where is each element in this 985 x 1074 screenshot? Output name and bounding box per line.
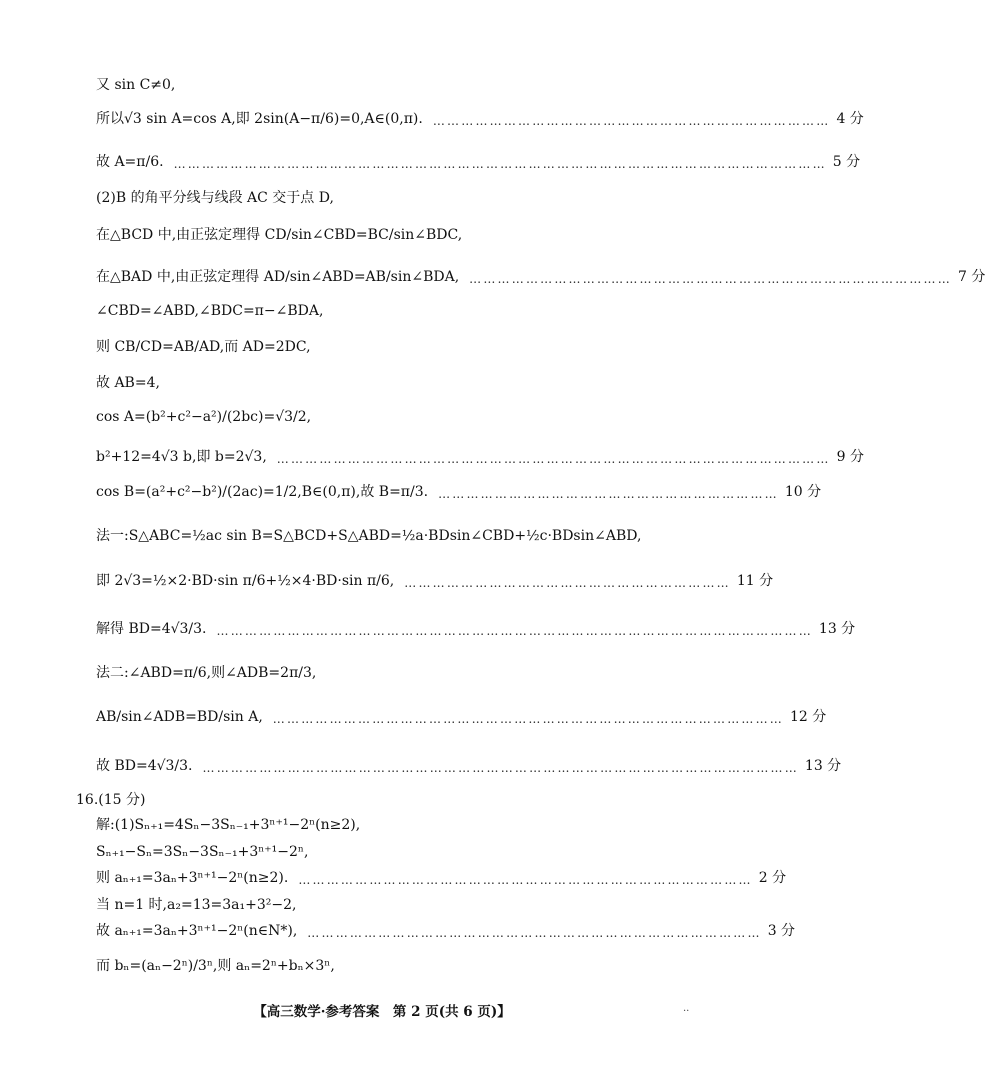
page-footer: 【高三数学·参考答案 第 2 页(共 6 页)】 — [253, 1004, 511, 1020]
score-label: 2 分 — [758, 870, 787, 886]
solution-line — [96, 757, 842, 775]
solution-line — [96, 843, 692, 861]
line-text: b²+12=4√3 b,即 b=2√3, — [96, 449, 267, 465]
line-text: 而 bₙ=(aₙ−2ⁿ)/3ⁿ,则 aₙ=2ⁿ+bₙ×3ⁿ, — [96, 958, 335, 974]
solution-line — [96, 572, 774, 590]
dot-leader: ……………………………………………………………… — [438, 487, 779, 501]
line-text: 故 AB=4, — [96, 375, 160, 391]
line-text: 则 CB/CD=AB/AD,而 AD=2DC, — [96, 339, 311, 355]
dot-leader: ………………………………………………………………………………………… — [469, 272, 952, 286]
solution-line — [96, 338, 692, 356]
line-text: 又 sin C≠0, — [96, 77, 176, 93]
score-label: 7 分 — [957, 269, 985, 285]
solution-line — [96, 957, 692, 975]
line-text: 法二:∠ABD=π/6,则∠ADB=2π/3, — [96, 665, 317, 681]
solution-line — [96, 374, 692, 392]
dot-leader: ………………………………………………………………………………………………………………………… — [173, 157, 827, 171]
solution-line — [96, 816, 692, 834]
line-text: 当 n=1 时,a₂=13=3a₁+3²−2, — [96, 897, 297, 913]
line-text: 故 aₙ₊₁=3aₙ+3ⁿ⁺¹−2ⁿ(n∈N*), — [96, 923, 298, 939]
line-text: Sₙ₊₁−Sₙ=3Sₙ−3Sₙ₋₁+3ⁿ⁺¹−2ⁿ, — [96, 844, 309, 860]
score-label: 11 分 — [736, 573, 774, 589]
dot-leader: ………………………………………………………………………… — [432, 114, 831, 128]
solution-line — [96, 869, 787, 887]
score-label: 9 分 — [836, 449, 864, 465]
dot-leader: …………………………………………………………………………………… — [298, 873, 753, 887]
score-label: 5 分 — [832, 154, 861, 170]
dot-leader: ……………………………………………………………………………………………………………… — [202, 761, 799, 775]
line-text: (2)B 的角平分线与线段 AC 交于点 D, — [96, 190, 334, 206]
dot-leader: …………………………………………………………… — [404, 576, 731, 590]
solution-line — [96, 76, 692, 94]
solution-line — [96, 189, 692, 207]
solution-line — [96, 922, 796, 940]
score-label: 3 分 — [767, 923, 796, 939]
problem-number — [76, 791, 692, 809]
score-label: 4 分 — [836, 111, 864, 127]
line-text: 法一:S△ABC=½ac sin B=S△BCD+S△ABD=½a·BDsin∠CBD+½c·BDsin∠ABD, — [96, 528, 642, 544]
solution-line — [96, 268, 985, 286]
line-text: 则 aₙ₊₁=3aₙ+3ⁿ⁺¹−2ⁿ(n≥2). — [96, 870, 289, 886]
line-text: AB/sin∠ADB=BD/sin A, — [96, 709, 263, 725]
solution-line — [96, 664, 692, 682]
solution-line — [96, 448, 864, 466]
line-text: 故 BD=4√3/3. — [96, 758, 193, 774]
solution-line — [96, 527, 692, 545]
solution-line — [96, 226, 692, 244]
dot-leader: …………………………………………………………………………………… — [307, 926, 762, 940]
corner-mark: .. — [683, 1003, 690, 1014]
dot-leader: ……………………………………………………………………………………………… — [272, 712, 784, 726]
solution-line — [96, 483, 822, 501]
solution-line — [96, 896, 692, 914]
dot-leader: ……………………………………………………………………………………………………………… — [216, 624, 813, 638]
line-text: 所以√3 sin A=cos A,即 2sin(A−π/6)=0,A∈(0,π). — [96, 111, 423, 127]
line-text: 故 A=π/6. — [96, 154, 164, 170]
line-text: 16.(15 分) — [76, 792, 146, 808]
line-text: cos B=(a²+c²−b²)/(2ac)=1/2,B∈(0,π),故 B=π/3. — [96, 484, 429, 500]
line-text: 在△BAD 中,由正弦定理得 AD/sin∠ABD=AB/sin∠BDA, — [96, 269, 460, 285]
solution-line — [96, 408, 692, 426]
solution-line — [96, 153, 861, 171]
score-label: 12 分 — [790, 709, 827, 725]
line-text: ∠CBD=∠ABD,∠BDC=π−∠BDA, — [96, 303, 324, 319]
score-label: 10 分 — [784, 484, 822, 500]
line-text: 即 2√3=½×2·BD·sin π/6+½×4·BD·sin π/6, — [96, 573, 395, 589]
solution-line — [96, 110, 864, 128]
score-label: 13 分 — [804, 758, 842, 774]
line-text: 解:(1)Sₙ₊₁=4Sₙ−3Sₙ₋₁+3ⁿ⁺¹−2ⁿ(n≥2), — [96, 817, 361, 833]
line-text: 解得 BD=4√3/3. — [96, 621, 207, 637]
solution-line — [96, 708, 827, 726]
score-label: 13 分 — [818, 621, 856, 637]
solution-line — [96, 302, 692, 320]
solution-line — [96, 620, 856, 638]
dot-leader: ……………………………………………………………………………………………………… — [276, 452, 831, 466]
line-text: 在△BCD 中,由正弦定理得 CD/sin∠CBD=BC/sin∠BDC, — [96, 227, 463, 243]
line-text: cos A=(b²+c²−a²)/(2bc)=√3/2, — [96, 409, 312, 425]
